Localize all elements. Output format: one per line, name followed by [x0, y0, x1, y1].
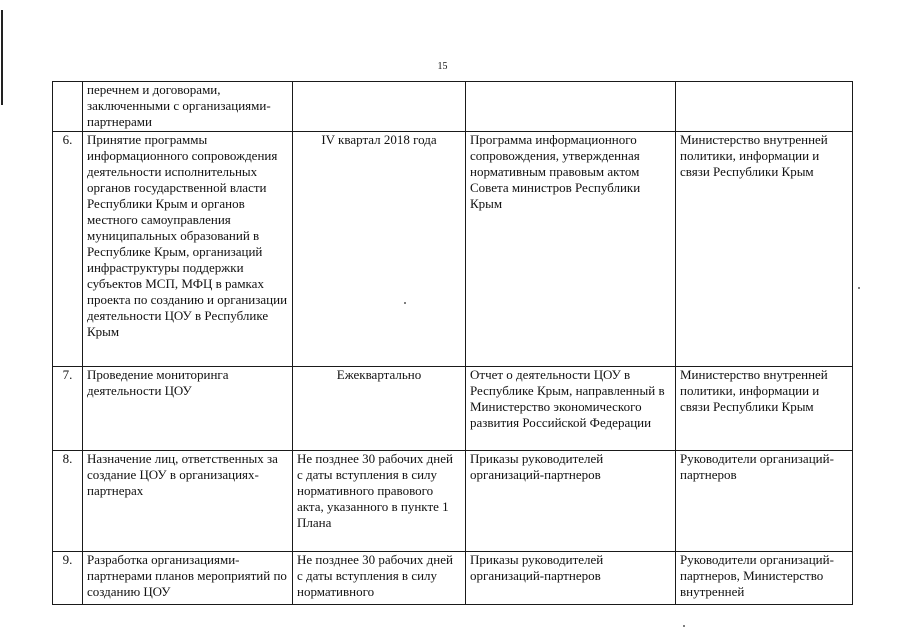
executor-cell: Руководители организаций-партнеров, Министерство внутренней [676, 552, 853, 605]
scan-edge-line [1, 10, 3, 105]
event-cell: Проведение мониторинга деятельности ЦОУ [83, 367, 293, 451]
deadline-cell: IV квартал 2018 года [293, 132, 466, 367]
row-number: 7. [53, 367, 83, 451]
document-cell: Отчет о деятельности ЦОУ в Республике Крым, направленный в Министерство экономического развития Российской Федерации [466, 367, 676, 451]
row-number: 6. [53, 132, 83, 367]
document-cell [466, 82, 676, 132]
row-number: 8. [53, 451, 83, 552]
event-cell: Назначение лиц, ответственных за создание ЦОУ в организациях-партнерах [83, 451, 293, 552]
page-number: 15 [437, 61, 448, 72]
table-row [53, 132, 853, 367]
deadline-cell: Не позднее 30 рабочих дней с даты вступления в силу нормативного правового акта, указанного в пункте 1 Плана [293, 451, 466, 552]
deadline-cell: Ежеквартально [293, 367, 466, 451]
table-row [53, 451, 853, 552]
scan-speck [683, 625, 685, 627]
document-cell: Программа информационного сопровождения, утвержденная нормативным правовым актом Совета министров Республики Крым [466, 132, 676, 367]
event-cell: Принятие программы информационного сопровождения деятельности исполнительных органов государственной власти Республики Крым и органов местного самоуправления муниципальных образований в Республике Крым, организаций инфраструктуры поддержки субъектов МСП, МФЦ в рамках проекта по созданию и организации деятельности ЦОУ в Республике Крым [83, 132, 293, 367]
executor-cell [676, 82, 853, 132]
document-cell: Приказы руководителей организаций-партнеров [466, 552, 676, 605]
deadline-cell: Не позднее 30 рабочих дней с даты вступления в силу нормативного [293, 552, 466, 605]
executor-cell: Министерство внутренней политики, информации и связи Республики Крым [676, 367, 853, 451]
table-row [53, 552, 853, 605]
event-cell: Разработка организациями-партнерами планов мероприятий по созданию ЦОУ [83, 552, 293, 605]
executor-cell: Руководители организаций-партнеров [676, 451, 853, 552]
executor-cell: Министерство внутренней политики, информации и связи Республики Крым [676, 132, 853, 367]
row-number: 9. [53, 552, 83, 605]
deadline-cell [293, 82, 466, 132]
row-number [53, 82, 83, 132]
scan-speck [404, 302, 406, 304]
event-cell: перечнем и договорами, заключенными с организациями-партнерами [83, 82, 293, 132]
table-row [53, 82, 853, 132]
document-cell: Приказы руководителей организаций-партнеров [466, 451, 676, 552]
plan-table [52, 81, 853, 605]
scan-speck [858, 287, 860, 289]
table-row [53, 367, 853, 451]
